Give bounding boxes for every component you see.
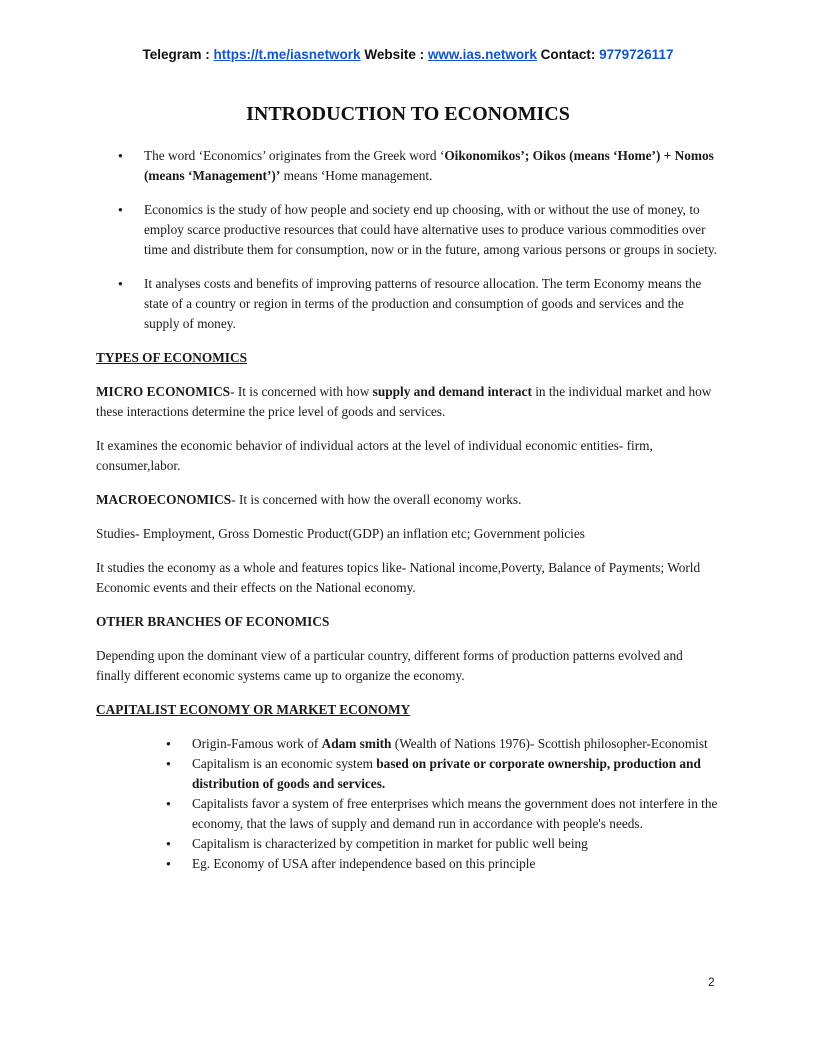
page-number: 2 [708, 975, 715, 989]
micro-paragraph: MICRO ECONOMICS- It is concerned with how supply and demand interact in the individual market and how these interactions determine the price level of goods and services. [96, 384, 712, 419]
telegram-label: Telegram : [142, 47, 214, 62]
page-title: INTRODUCTION TO ECONOMICS [246, 103, 570, 125]
section-heading-types: TYPES OF ECONOMICS [96, 350, 247, 365]
website-label: Website : [360, 47, 428, 62]
list-item: ● Economics is the study of how people and society end up choosing, with or without the use of money, to employ scarce productive resources that could have alternative uses to produce various commodities over time and distribute them for consumption, now or in the future, among various persons or groups in society. [96, 200, 720, 260]
micro-paragraph-2: It examines the economic behavior of individual actors at the level of individual economic entities- firm, consumer,labor. [96, 438, 653, 473]
list-item: ● Eg. Economy of USA after independence based on this principle [192, 854, 720, 874]
page-header [0, 47, 816, 62]
macro-paragraph-2: Studies- Employment, Gross Domestic Product(GDP) an inflation etc; Government policies [96, 526, 585, 541]
macro-paragraph: MACROECONOMICS- It is concerned with how the overall economy works. [96, 492, 522, 507]
telegram-link[interactable]: https://t.me/iasnetwork [213, 47, 361, 62]
intro-bullet-list [96, 146, 720, 334]
website-link[interactable]: www.ias.network [427, 47, 537, 62]
list-item: ● It analyses costs and benefits of improving patterns of resource allocation. The term Economy means the state of a country or region in terms of the production and consumption of goods and services and the supply of money. [96, 274, 720, 334]
document-body [96, 146, 720, 874]
list-item: ● Capitalists favor a system of free enterprises which means the government does not interfere in the economy, that the laws of supply and demand run in accordance with people's needs. [192, 794, 720, 834]
contact-phone: 9779726117 [599, 47, 674, 62]
capitalist-bullet-list [96, 734, 720, 874]
list-item: ● Origin-Famous work of Adam smith (Wealth of Nations 1976)- Scottish philosopher-Economist [192, 734, 720, 754]
section-heading-capitalist: CAPITALIST ECONOMY OR MARKET ECONOMY [96, 702, 411, 717]
list-item: ● Capitalism is an economic system based on private or corporate ownership, production and distribution of goods and services. [192, 754, 720, 794]
contact-label: Contact: [536, 47, 600, 62]
other-paragraph: Depending upon the dominant view of a particular country, different forms of production patterns evolved and finally different economic systems came up to organize the economy. [96, 648, 683, 683]
macro-paragraph-3: It studies the economy as a whole and features topics like- National income,Poverty, Balance of Payments; World Economic events and their effects on the National economy. [96, 560, 701, 595]
list-item: ● The word ‘Economics’ originates from the Greek word ‘Oikonomikos’; Oikos (means ‘Home’) + Nomos (means ‘Management’)’ means ‘Home management. [96, 146, 720, 186]
list-item: ● Capitalism is characterized by competition in market for public well being [192, 834, 720, 854]
section-heading-other: OTHER BRANCHES OF ECONOMICS [96, 614, 330, 629]
